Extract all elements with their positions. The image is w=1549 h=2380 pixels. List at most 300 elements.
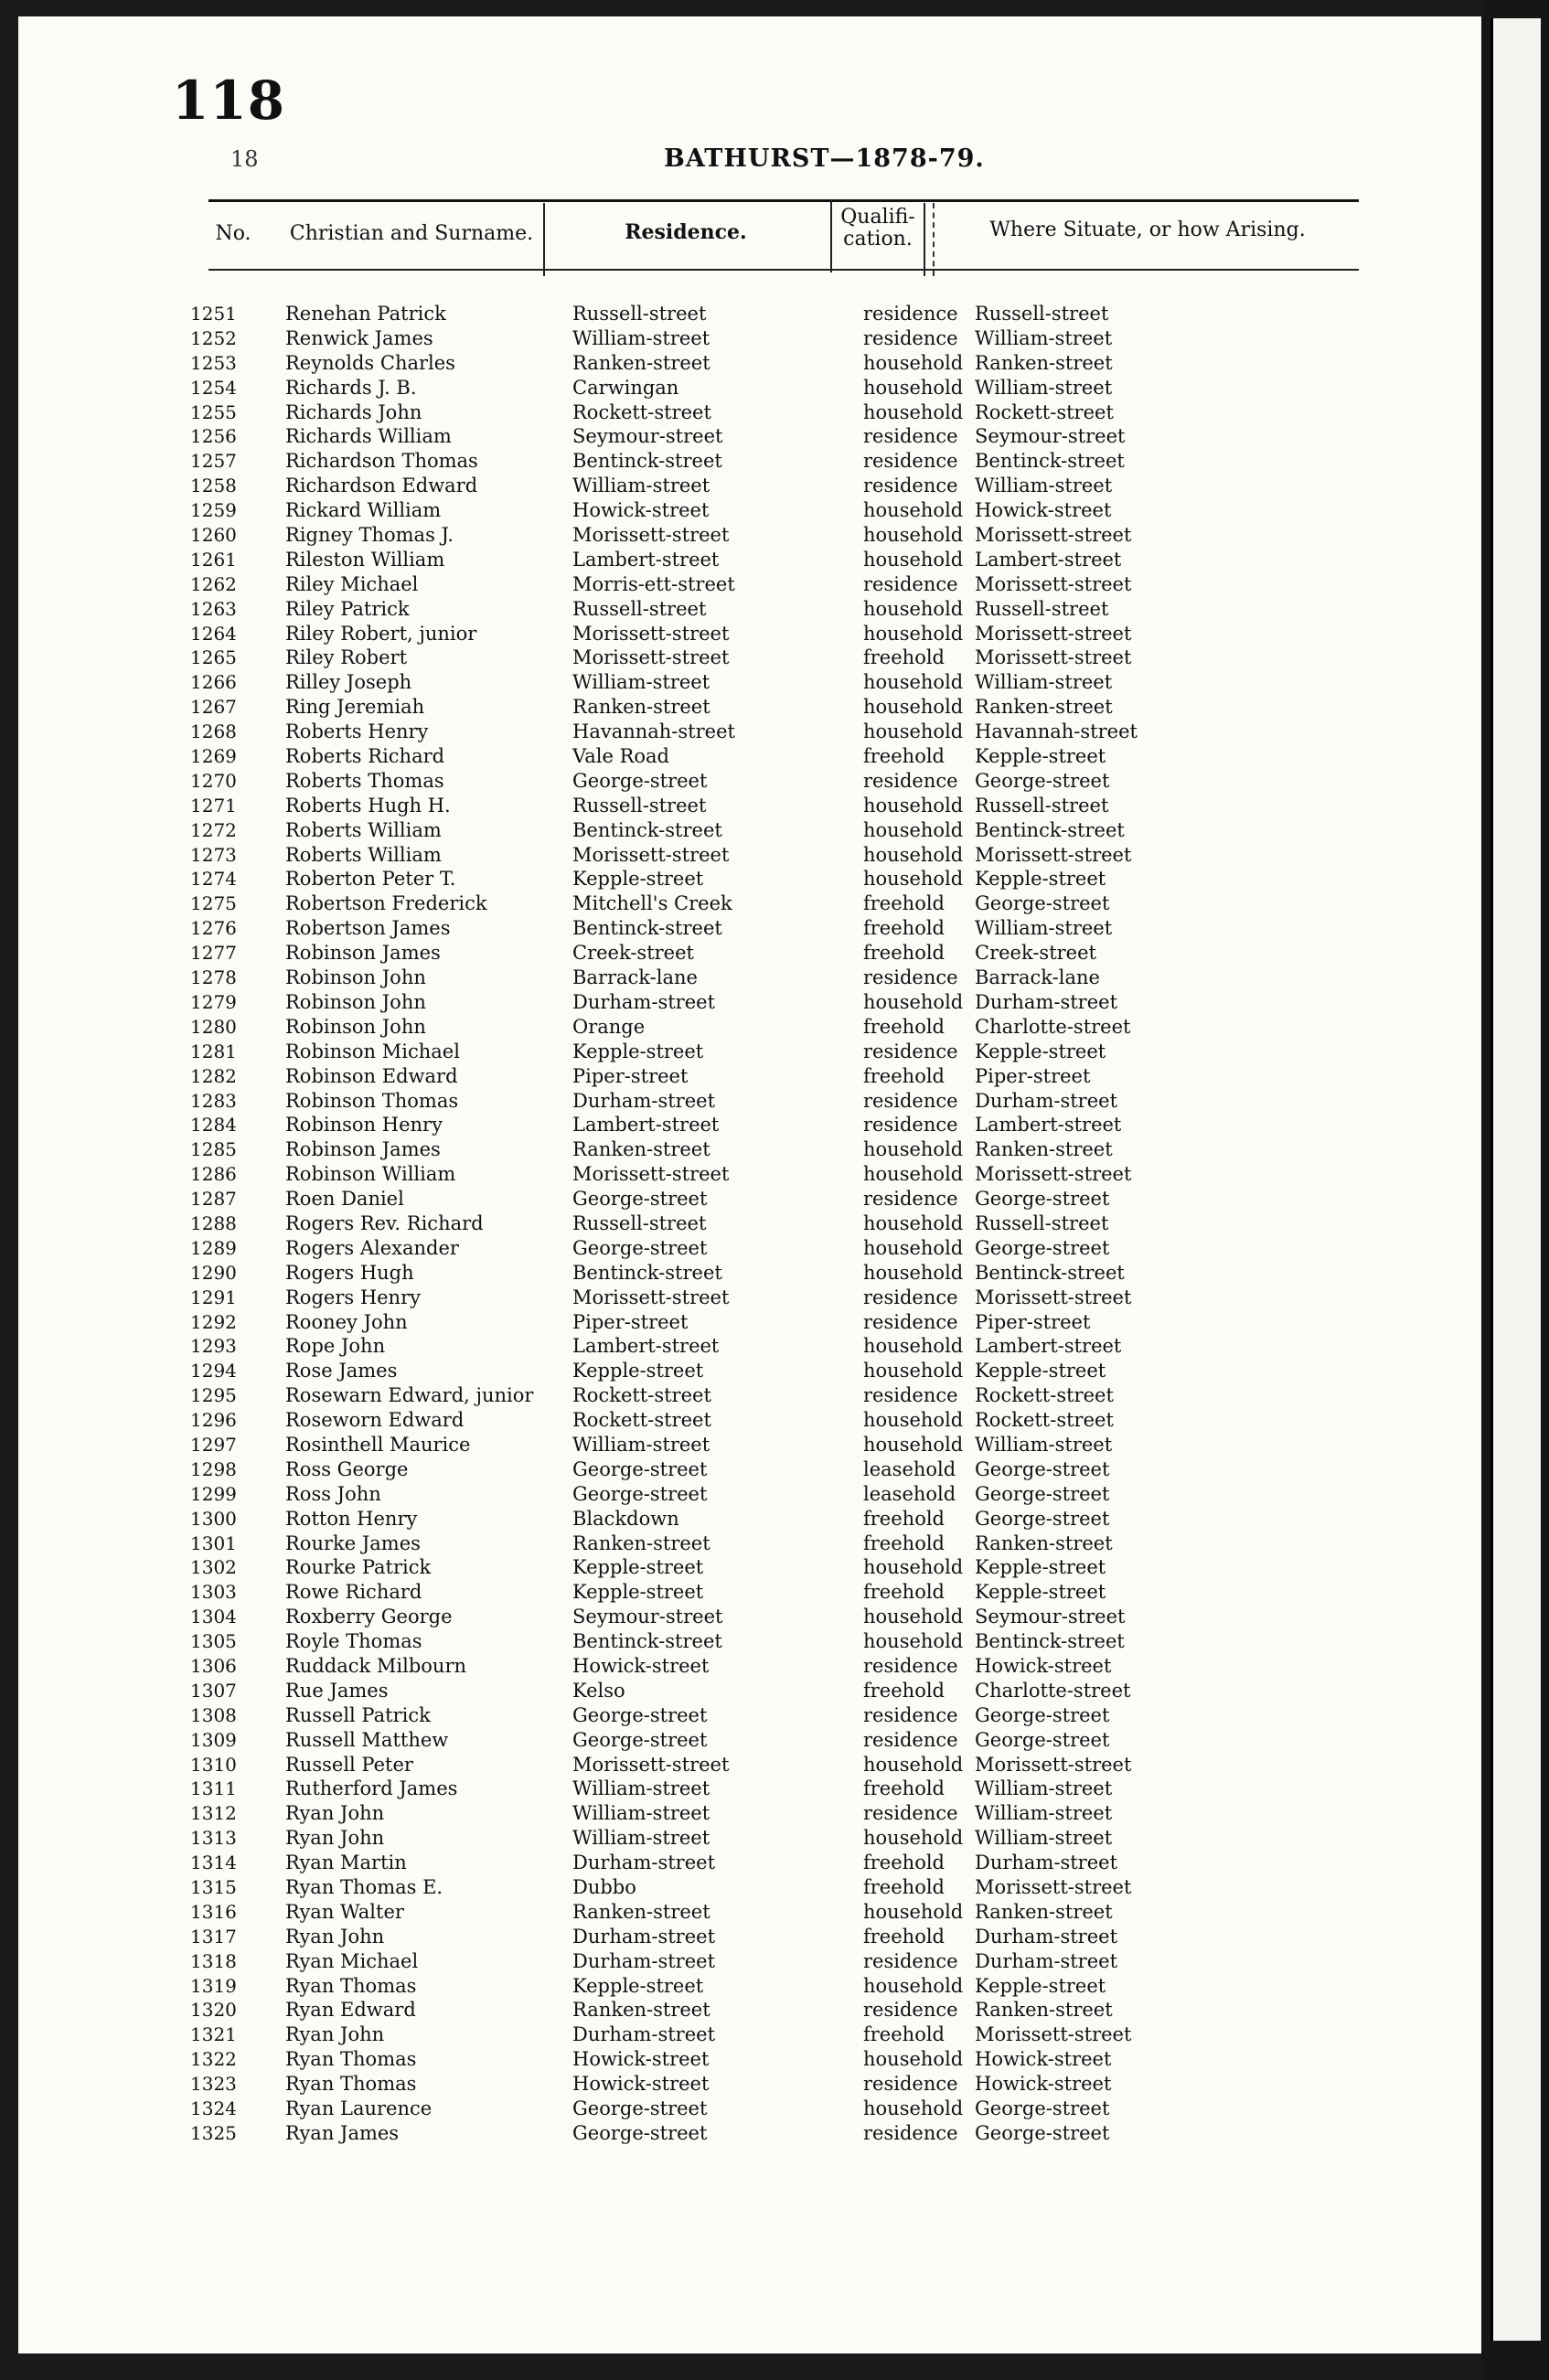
entry-residence: Blackdown	[572, 1507, 679, 1530]
table-row	[18, 1040, 1481, 1064]
table-row	[18, 1211, 1481, 1236]
entry-residence: Howick-street	[572, 2073, 710, 2096]
entry-residence: Bentinck-street	[572, 917, 722, 940]
entry-residence: Ranken-street	[572, 696, 710, 719]
entry-name: Rooney John	[285, 1310, 408, 1333]
entry-where-situate: George-street	[975, 1728, 1110, 1751]
table-row	[18, 572, 1481, 597]
entry-qualification: household	[863, 1556, 964, 1579]
entry-name: Riley Robert	[285, 646, 408, 669]
table-row	[18, 1580, 1481, 1605]
entry-name: Ross George	[285, 1457, 409, 1480]
entry-number: 1256	[190, 425, 237, 448]
entry-residence: William-street	[572, 1802, 710, 1825]
entry-number: 1261	[190, 548, 237, 571]
table-row	[18, 990, 1481, 1015]
entry-where-situate: Russell-street	[975, 597, 1109, 620]
table-row	[18, 695, 1481, 720]
entry-qualification: household	[863, 1753, 964, 1776]
entry-residence: Russell-street	[572, 303, 707, 325]
entry-where-situate: Russell-street	[975, 303, 1109, 325]
entry-residence: Lambert-street	[572, 1335, 720, 1358]
entry-number: 1324	[190, 2097, 237, 2120]
table-row	[18, 400, 1481, 425]
table-row	[18, 1875, 1481, 1900]
entry-number: 1258	[190, 475, 237, 497]
entry-name: Ryan Thomas	[285, 2073, 417, 2096]
table-row	[18, 1162, 1481, 1187]
entry-qualification: household	[863, 720, 964, 743]
entry-qualification: household	[863, 2097, 964, 2120]
entry-where-situate: William-street	[975, 1433, 1113, 1456]
table-row	[18, 646, 1481, 670]
entry-number: 1266	[190, 671, 237, 694]
entry-residence: Lambert-street	[572, 1114, 720, 1137]
entry-name: Roberts Thomas	[285, 769, 444, 792]
qualification-header-line2: cation.	[843, 228, 913, 251]
entry-name: Ryan John	[285, 1827, 385, 1850]
table-row	[18, 2072, 1481, 2097]
entry-where-situate: Creek-street	[975, 942, 1096, 965]
entry-name: Riley Michael	[285, 572, 419, 595]
entry-qualification: household	[863, 524, 964, 547]
entry-qualification: household	[863, 499, 964, 522]
entry-residence: Carwingan	[572, 376, 679, 399]
entry-where-situate: George-street	[975, 1703, 1110, 1726]
entry-number: 1263	[190, 597, 237, 620]
entry-name: Rogers Henry	[285, 1286, 421, 1308]
entry-where-situate: Howick-street	[975, 499, 1112, 522]
entry-residence: Piper-street	[572, 1310, 689, 1333]
entry-where-situate: Ranken-street	[975, 696, 1113, 719]
entry-name: Rowe Richard	[285, 1581, 422, 1604]
entry-number: 1253	[190, 351, 237, 374]
table-row	[18, 1949, 1481, 1974]
table-row	[18, 1089, 1481, 1114]
table-row	[18, 1310, 1481, 1335]
entry-residence: Bentinck-street	[572, 1261, 722, 1284]
entry-number: 1304	[190, 1606, 237, 1628]
entry-name: Roberts Richard	[285, 745, 445, 768]
entry-where-situate: William-street	[975, 1777, 1113, 1800]
entry-qualification: residence	[863, 1802, 958, 1825]
entry-residence: Morissett-street	[572, 1286, 730, 1308]
table-row	[18, 1137, 1481, 1162]
entry-qualification: residence	[863, 1188, 958, 1211]
entry-where-situate: William-street	[975, 917, 1113, 940]
entry-qualification: household	[863, 794, 964, 816]
table-row	[18, 1236, 1481, 1261]
entry-number: 1322	[190, 2048, 237, 2071]
entry-name: Robinson William	[285, 1163, 456, 1186]
entry-number: 1287	[190, 1188, 237, 1211]
table-row	[18, 424, 1481, 449]
entry-qualification: household	[863, 671, 964, 694]
entry-qualification: household	[863, 1138, 964, 1161]
entry-residence: Morissett-street	[572, 524, 730, 547]
entry-qualification: freehold	[863, 892, 945, 915]
table-row	[18, 326, 1481, 351]
entry-qualification: household	[863, 548, 964, 571]
entry-where-situate: William-street	[975, 475, 1113, 497]
entry-number: 1296	[190, 1409, 237, 1432]
entry-qualification: residence	[863, 303, 958, 325]
entry-number: 1283	[190, 1089, 237, 1112]
entry-where-situate: Russell-street	[975, 794, 1109, 816]
running-head: BATHURST—1878-79.	[664, 144, 985, 173]
entry-qualification: household	[863, 1163, 964, 1186]
entry-name: Riley Patrick	[285, 597, 410, 620]
entry-qualification: household	[863, 843, 964, 866]
entry-name: Roen Daniel	[285, 1188, 404, 1211]
entry-residence: Ranken-street	[572, 1999, 710, 2022]
entry-where-situate: Morissett-street	[975, 1753, 1132, 1776]
entry-where-situate: Howick-street	[975, 2073, 1112, 2096]
entry-where-situate: Kepple-street	[975, 1040, 1106, 1062]
table-row	[18, 1801, 1481, 1826]
entry-residence: Bentinck-street	[572, 450, 722, 473]
entry-number: 1276	[190, 917, 237, 940]
table-row	[18, 597, 1481, 622]
entry-residence: Durham-street	[572, 1852, 716, 1874]
entry-number: 1308	[190, 1703, 237, 1726]
entry-name: Rileston William	[285, 548, 445, 571]
table-row	[18, 818, 1481, 843]
entry-name: Rue James	[285, 1679, 389, 1702]
entry-residence: William-street	[572, 475, 710, 497]
entry-number: 1267	[190, 696, 237, 719]
entry-number: 1310	[190, 1753, 237, 1776]
column-header-where: Where Situate, or how Arising.	[989, 219, 1306, 241]
entry-qualification: residence	[863, 425, 958, 448]
entry-number: 1269	[190, 745, 237, 768]
entry-where-situate: Rockett-street	[975, 1384, 1114, 1407]
table-row	[18, 1433, 1481, 1457]
entry-number: 1268	[190, 720, 237, 743]
entry-qualification: residence	[863, 1949, 958, 1972]
entry-residence: Russell-street	[572, 1211, 707, 1234]
entry-name: Rilley Joseph	[285, 671, 412, 694]
entry-where-situate: Bentinck-street	[975, 1630, 1125, 1653]
table-row	[18, 1900, 1481, 1925]
entry-name: Ryan Michael	[285, 1949, 419, 1972]
entry-where-situate: Havannah-street	[975, 720, 1138, 743]
entry-where-situate: Barrack-lane	[975, 966, 1100, 989]
entry-number: 1289	[190, 1236, 237, 1259]
entry-name: Ross John	[285, 1482, 381, 1505]
entry-name: Robinson John	[285, 990, 426, 1013]
entry-qualification: household	[863, 400, 964, 423]
entry-where-situate: Rockett-street	[975, 1409, 1114, 1432]
entry-qualification: household	[863, 1236, 964, 1259]
entry-number: 1320	[190, 1999, 237, 2022]
entry-number: 1260	[190, 524, 237, 547]
entry-name: Robinson James	[285, 942, 441, 965]
table-row	[18, 351, 1481, 376]
table-row	[18, 523, 1481, 548]
column-divider-name	[543, 203, 545, 276]
entry-number: 1282	[190, 1064, 237, 1087]
entry-residence: Rockett-street	[572, 400, 711, 423]
entry-qualification: residence	[863, 1114, 958, 1137]
table-row	[18, 720, 1481, 744]
entry-residence: Rockett-street	[572, 1384, 711, 1407]
entry-name: Ryan James	[285, 2121, 400, 2144]
entry-residence: Russell-street	[572, 597, 707, 620]
entry-qualification: freehold	[863, 1679, 945, 1702]
entry-qualification: residence	[863, 2121, 958, 2144]
entry-where-situate: Morissett-street	[975, 1163, 1132, 1186]
table-row	[18, 1408, 1481, 1433]
entry-name: Roberts Hugh H.	[285, 794, 451, 816]
entry-number: 1312	[190, 1802, 237, 1825]
entry-residence: George-street	[572, 2097, 708, 2120]
entry-qualification: freehold	[863, 1064, 945, 1087]
entry-number: 1315	[190, 1876, 237, 1898]
entry-residence: Russell-street	[572, 794, 707, 816]
table-row	[18, 498, 1481, 523]
entry-name: Ryan Martin	[285, 1852, 407, 1874]
entry-residence: Durham-street	[572, 1089, 716, 1112]
table-row	[18, 1679, 1481, 1703]
entry-where-situate: Ranken-street	[975, 1900, 1113, 1923]
entry-number: 1270	[190, 769, 237, 792]
entry-qualification: freehold	[863, 1925, 945, 1948]
register-entries	[18, 302, 1481, 2146]
entry-where-situate: George-street	[975, 2121, 1110, 2144]
entry-where-situate: Seymour-street	[975, 425, 1126, 448]
entry-qualification: household	[863, 376, 964, 399]
corner-mark: 18	[230, 146, 259, 172]
table-row	[18, 1113, 1481, 1137]
entry-name: Roberts William	[285, 843, 442, 866]
entry-residence: Seymour-street	[572, 425, 723, 448]
entry-residence: Kepple-street	[572, 1974, 704, 1997]
entry-number: 1273	[190, 843, 237, 866]
entry-residence: Kepple-street	[572, 1556, 704, 1579]
table-row	[18, 1359, 1481, 1383]
adjacent-page-edge	[1481, 0, 1549, 2380]
entry-name: Robinson John	[285, 966, 426, 989]
entry-name: Ryan John	[285, 1802, 385, 1825]
entry-residence: George-street	[572, 1482, 708, 1505]
table-row	[18, 2097, 1481, 2121]
entry-residence: Bentinck-street	[572, 818, 722, 841]
entry-qualification: household	[863, 1630, 964, 1653]
table-row	[18, 1261, 1481, 1286]
entry-name: Roxberry George	[285, 1606, 453, 1628]
entry-residence: Howick-street	[572, 1654, 710, 1677]
table-row	[18, 548, 1481, 572]
entry-number: 1286	[190, 1163, 237, 1186]
entry-name: Ryan John	[285, 2023, 385, 2046]
entry-residence: Ranken-street	[572, 1900, 710, 1923]
entry-where-situate: Charlotte-street	[975, 1015, 1131, 1038]
entry-qualification: residence	[863, 1384, 958, 1407]
entry-where-situate: Seymour-street	[975, 1606, 1126, 1628]
entry-residence: Kepple-street	[572, 1360, 704, 1382]
table-row	[18, 2121, 1481, 2146]
entry-qualification: freehold	[863, 942, 945, 965]
entry-qualification: freehold	[863, 646, 945, 669]
entry-qualification: residence	[863, 1310, 958, 1333]
entry-residence: Bentinck-street	[572, 1630, 722, 1653]
table-row	[18, 769, 1481, 794]
column-header-residence: Residence.	[625, 220, 747, 244]
entry-number: 1280	[190, 1015, 237, 1038]
entry-name: Rourke James	[285, 1532, 421, 1554]
entry-residence: Ranken-street	[572, 1138, 710, 1161]
entry-residence: George-street	[572, 1457, 708, 1480]
entry-residence: Mitchell's Creek	[572, 892, 732, 915]
table-row	[18, 1998, 1481, 2022]
entry-number: 1271	[190, 794, 237, 816]
entry-where-situate: Kepple-street	[975, 1581, 1106, 1604]
table-row	[18, 449, 1481, 474]
entry-number: 1300	[190, 1507, 237, 1530]
entry-residence: Morissett-street	[572, 646, 730, 669]
entry-where-situate: Morissett-street	[975, 1876, 1132, 1898]
entry-qualification: residence	[863, 1703, 958, 1726]
entry-qualification: household	[863, 1900, 964, 1923]
entry-number: 1321	[190, 2023, 237, 2046]
entry-name: Robinson John	[285, 1015, 426, 1038]
entry-number: 1259	[190, 499, 237, 522]
entry-where-situate: William-street	[975, 671, 1113, 694]
entry-number: 1262	[190, 572, 237, 595]
entry-name: Roseworn Edward	[285, 1409, 465, 1432]
entry-qualification: freehold	[863, 1852, 945, 1874]
entry-name: Royle Thomas	[285, 1630, 422, 1653]
entry-where-situate: Ranken-street	[975, 351, 1113, 374]
entry-qualification: freehold	[863, 2023, 945, 2046]
entry-qualification: residence	[863, 769, 958, 792]
column-divider-where	[933, 203, 935, 276]
entry-where-situate: Piper-street	[975, 1064, 1091, 1087]
entry-where-situate: Morissett-street	[975, 1286, 1132, 1308]
table-row	[18, 1507, 1481, 1532]
header-rule-top	[208, 199, 1359, 202]
entry-where-situate: Morissett-street	[975, 524, 1132, 547]
entry-where-situate: Bentinck-street	[975, 818, 1125, 841]
entry-qualification: leasehold	[863, 1457, 956, 1480]
page-number: 118	[172, 69, 286, 132]
entry-where-situate: George-street	[975, 1507, 1110, 1530]
entry-residence: Kepple-street	[572, 868, 704, 891]
entry-name: Richards William	[285, 425, 452, 448]
entry-name: Robinson James	[285, 1138, 441, 1161]
entry-number: 1313	[190, 1827, 237, 1850]
entry-name: Rosewarn Edward, junior	[285, 1384, 534, 1407]
entry-number: 1285	[190, 1138, 237, 1161]
entry-number: 1277	[190, 942, 237, 965]
entry-qualification: household	[863, 1261, 964, 1284]
entry-residence: Kepple-street	[572, 1581, 704, 1604]
table-row	[18, 891, 1481, 916]
table-row	[18, 1555, 1481, 1580]
entry-number: 1316	[190, 1900, 237, 1923]
entry-number: 1290	[190, 1261, 237, 1284]
entry-qualification: household	[863, 2048, 964, 2071]
entry-name: Robinson Henry	[285, 1114, 443, 1137]
entry-number: 1301	[190, 1532, 237, 1554]
entry-number: 1252	[190, 326, 237, 349]
entry-qualification: residence	[863, 450, 958, 473]
entry-where-situate: Durham-street	[975, 1949, 1118, 1972]
entry-number: 1284	[190, 1114, 237, 1137]
entry-number: 1274	[190, 868, 237, 891]
entry-number: 1294	[190, 1360, 237, 1382]
entry-name: Rose James	[285, 1360, 398, 1382]
table-row	[18, 941, 1481, 966]
entry-qualification: household	[863, 696, 964, 719]
entry-where-situate: Bentinck-street	[975, 450, 1125, 473]
table-row	[18, 2047, 1481, 2072]
entry-name: Richards John	[285, 400, 422, 423]
entry-residence: Durham-street	[572, 990, 716, 1013]
entry-number: 1251	[190, 303, 237, 325]
entry-name: Rogers Rev. Richard	[285, 1211, 484, 1234]
entry-where-situate: Ranken-street	[975, 1999, 1113, 2022]
entry-number: 1275	[190, 892, 237, 915]
entry-qualification: household	[863, 818, 964, 841]
entry-number: 1292	[190, 1310, 237, 1333]
entry-qualification: household	[863, 1409, 964, 1432]
entry-qualification: freehold	[863, 1015, 945, 1038]
entry-name: Rutherford James	[285, 1777, 458, 1800]
entry-name: Ryan Thomas	[285, 1974, 417, 1997]
entry-where-situate: William-street	[975, 326, 1113, 349]
entry-name: Roberton Peter T.	[285, 868, 456, 891]
table-row	[18, 1728, 1481, 1753]
entry-name: Roberts William	[285, 818, 442, 841]
entry-name: Rogers Alexander	[285, 1236, 459, 1259]
table-row	[18, 867, 1481, 891]
entry-qualification: household	[863, 597, 964, 620]
entry-where-situate: George-street	[975, 1457, 1110, 1480]
entry-qualification: household	[863, 1211, 964, 1234]
entry-where-situate: William-street	[975, 376, 1113, 399]
entry-residence: Morissett-street	[572, 843, 730, 866]
entry-qualification: household	[863, 868, 964, 891]
entry-qualification: residence	[863, 966, 958, 989]
entry-residence: Orange	[572, 1015, 646, 1038]
entry-number: 1264	[190, 622, 237, 645]
entry-qualification: residence	[863, 326, 958, 349]
entry-where-situate: Howick-street	[975, 2048, 1112, 2071]
entry-residence: Morris-ett-street	[572, 572, 735, 595]
entry-name: Rourke Patrick	[285, 1556, 432, 1579]
entry-number: 1265	[190, 646, 237, 669]
entry-number: 1309	[190, 1728, 237, 1751]
entry-residence: Dubbo	[572, 1876, 636, 1898]
entry-residence: George-street	[572, 1728, 708, 1751]
entry-qualification: residence	[863, 2073, 958, 2096]
entry-where-situate: Lambert-street	[975, 1335, 1122, 1358]
entry-qualification: residence	[863, 1654, 958, 1677]
table-row	[18, 670, 1481, 695]
entry-qualification: residence	[863, 1728, 958, 1751]
entry-name: Renehan Patrick	[285, 303, 446, 325]
entry-residence: George-street	[572, 1703, 708, 1726]
entry-name: Reynolds Charles	[285, 351, 455, 374]
entry-where-situate: Ranken-street	[975, 1138, 1113, 1161]
column-header-name: Christian and Surname.	[289, 222, 534, 245]
entry-name: Rotton Henry	[285, 1507, 418, 1530]
entry-where-situate: Morissett-street	[975, 843, 1132, 866]
entry-residence: Durham-street	[572, 1925, 716, 1948]
entry-residence: Vale Road	[572, 745, 669, 768]
